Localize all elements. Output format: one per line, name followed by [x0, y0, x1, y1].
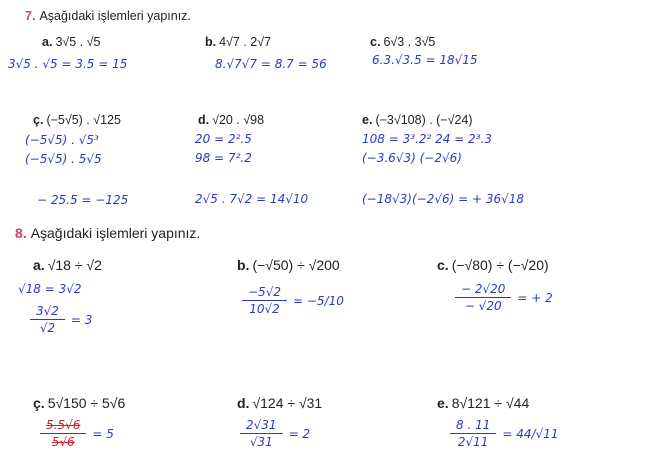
fraction	[242, 285, 287, 316]
result: = 2	[288, 426, 311, 441]
problem-8-1	[237, 257, 340, 273]
question-8-text: Aşağıdaki işlemleri yapınız.	[30, 225, 201, 241]
problem-label: e.	[362, 113, 373, 127]
problem-8-4	[237, 395, 322, 411]
problem-7-5	[362, 113, 473, 127]
problem-label: b.	[205, 35, 217, 49]
denominator: √2	[39, 321, 56, 335]
problem-expression: (−3√108) . (−√24)	[375, 113, 473, 127]
problem-8-0	[33, 257, 102, 273]
problem-expression: 8√121 ÷ √44	[451, 395, 530, 411]
result: = 5	[92, 426, 114, 441]
fraction	[240, 418, 283, 449]
handwritten-work: 3√5 . √5 = 3.5 = 15	[8, 57, 128, 71]
handwritten-work: − 25.5 = −125	[37, 193, 129, 207]
problem-expression: 6√3 . 3√5	[383, 35, 436, 49]
problem-expression: 3√5 . √5	[55, 35, 101, 49]
problem-7-3	[33, 113, 121, 127]
fraction	[40, 418, 86, 449]
denominator: 10√2	[249, 302, 280, 316]
result: = + 2	[517, 290, 553, 305]
numerator: −5√2	[242, 285, 287, 301]
numerator: − 2√20	[455, 282, 511, 298]
handwritten-work: (−18√3)(−2√6) = + 36√18	[362, 192, 525, 206]
denominator: √31	[249, 435, 273, 449]
question-7-text: Aşağıdaki işlemleri yapınız.	[39, 9, 191, 23]
handwritten-fraction	[455, 282, 553, 313]
problem-expression: (−5√5) . √125	[46, 113, 121, 127]
problem-expression: 5√150 ÷ 5√6	[47, 395, 126, 411]
handwritten-fraction	[30, 304, 92, 335]
handwritten-work: √18 = 3√2	[18, 282, 82, 296]
fraction	[455, 282, 511, 313]
problem-7-1	[205, 35, 271, 49]
denominator: 5√6	[51, 435, 75, 449]
problem-7-4	[198, 113, 264, 127]
handwritten-work: 98 = 7².2	[195, 151, 252, 165]
problem-label: b.	[237, 257, 250, 273]
problem-label: c.	[370, 35, 381, 49]
handwritten-work: 20 = 2².5	[195, 132, 252, 146]
problem-label: a.	[33, 257, 45, 273]
problem-expression: 4√7 . 2√7	[219, 35, 272, 49]
fraction	[30, 304, 65, 335]
handwritten-fraction	[40, 418, 114, 449]
handwritten-fraction	[450, 418, 558, 449]
denominator: 2√11	[457, 435, 489, 449]
result: = 3	[70, 312, 93, 327]
handwritten-work: (−5√5) . √5³	[25, 133, 99, 147]
numerator: 2√31	[240, 418, 283, 434]
handwritten-fraction	[240, 418, 310, 449]
problem-expression: (−√80) ÷ (−√20)	[451, 257, 549, 273]
question-8-title	[15, 225, 200, 241]
handwritten-work: 2√5 . 7√2 = 14√10	[195, 192, 309, 206]
handwritten-work: (−3.6√3) (−2√6)	[362, 151, 462, 165]
fraction	[450, 418, 496, 449]
problem-8-5	[437, 395, 529, 411]
problem-label: a.	[42, 35, 53, 49]
result: = 44/√11	[502, 426, 559, 441]
result: = −5/10	[292, 293, 344, 308]
handwritten-work: (−5√5) . 5√5	[25, 152, 102, 166]
problem-label: c.	[437, 257, 449, 273]
problem-expression: √18 ÷ √2	[47, 257, 102, 273]
problem-label: ç.	[33, 113, 44, 127]
problem-expression: (−√50) ÷ √200	[252, 257, 340, 273]
numerator: 8 . 11	[450, 418, 496, 434]
handwritten-work: 8.√7√7 = 8.7 = 56	[215, 57, 327, 71]
problem-8-2	[437, 257, 549, 273]
problem-8-3	[33, 395, 125, 411]
denominator: − √20	[464, 299, 502, 313]
problem-7-2	[370, 35, 435, 49]
handwritten-work: 6.3.√3.5 = 18√15	[372, 53, 478, 67]
problem-expression: √124 ÷ √31	[252, 395, 323, 411]
problem-label: e.	[437, 395, 449, 411]
numerator: 5.5√6	[40, 418, 86, 434]
question-7-number: 7.	[25, 9, 36, 23]
problem-label: ç.	[33, 395, 45, 411]
problem-label: d.	[198, 113, 210, 127]
question-7-title	[25, 9, 191, 23]
numerator: 3√2	[30, 304, 65, 320]
question-8-number: 8.	[15, 225, 27, 241]
problem-7-0	[42, 35, 100, 49]
problem-label: d.	[237, 395, 250, 411]
problem-expression: √20 . √98	[212, 113, 265, 127]
handwritten-fraction	[242, 285, 344, 316]
handwritten-work: 108 = 3³.2² 24 = 2³.3	[362, 132, 492, 146]
